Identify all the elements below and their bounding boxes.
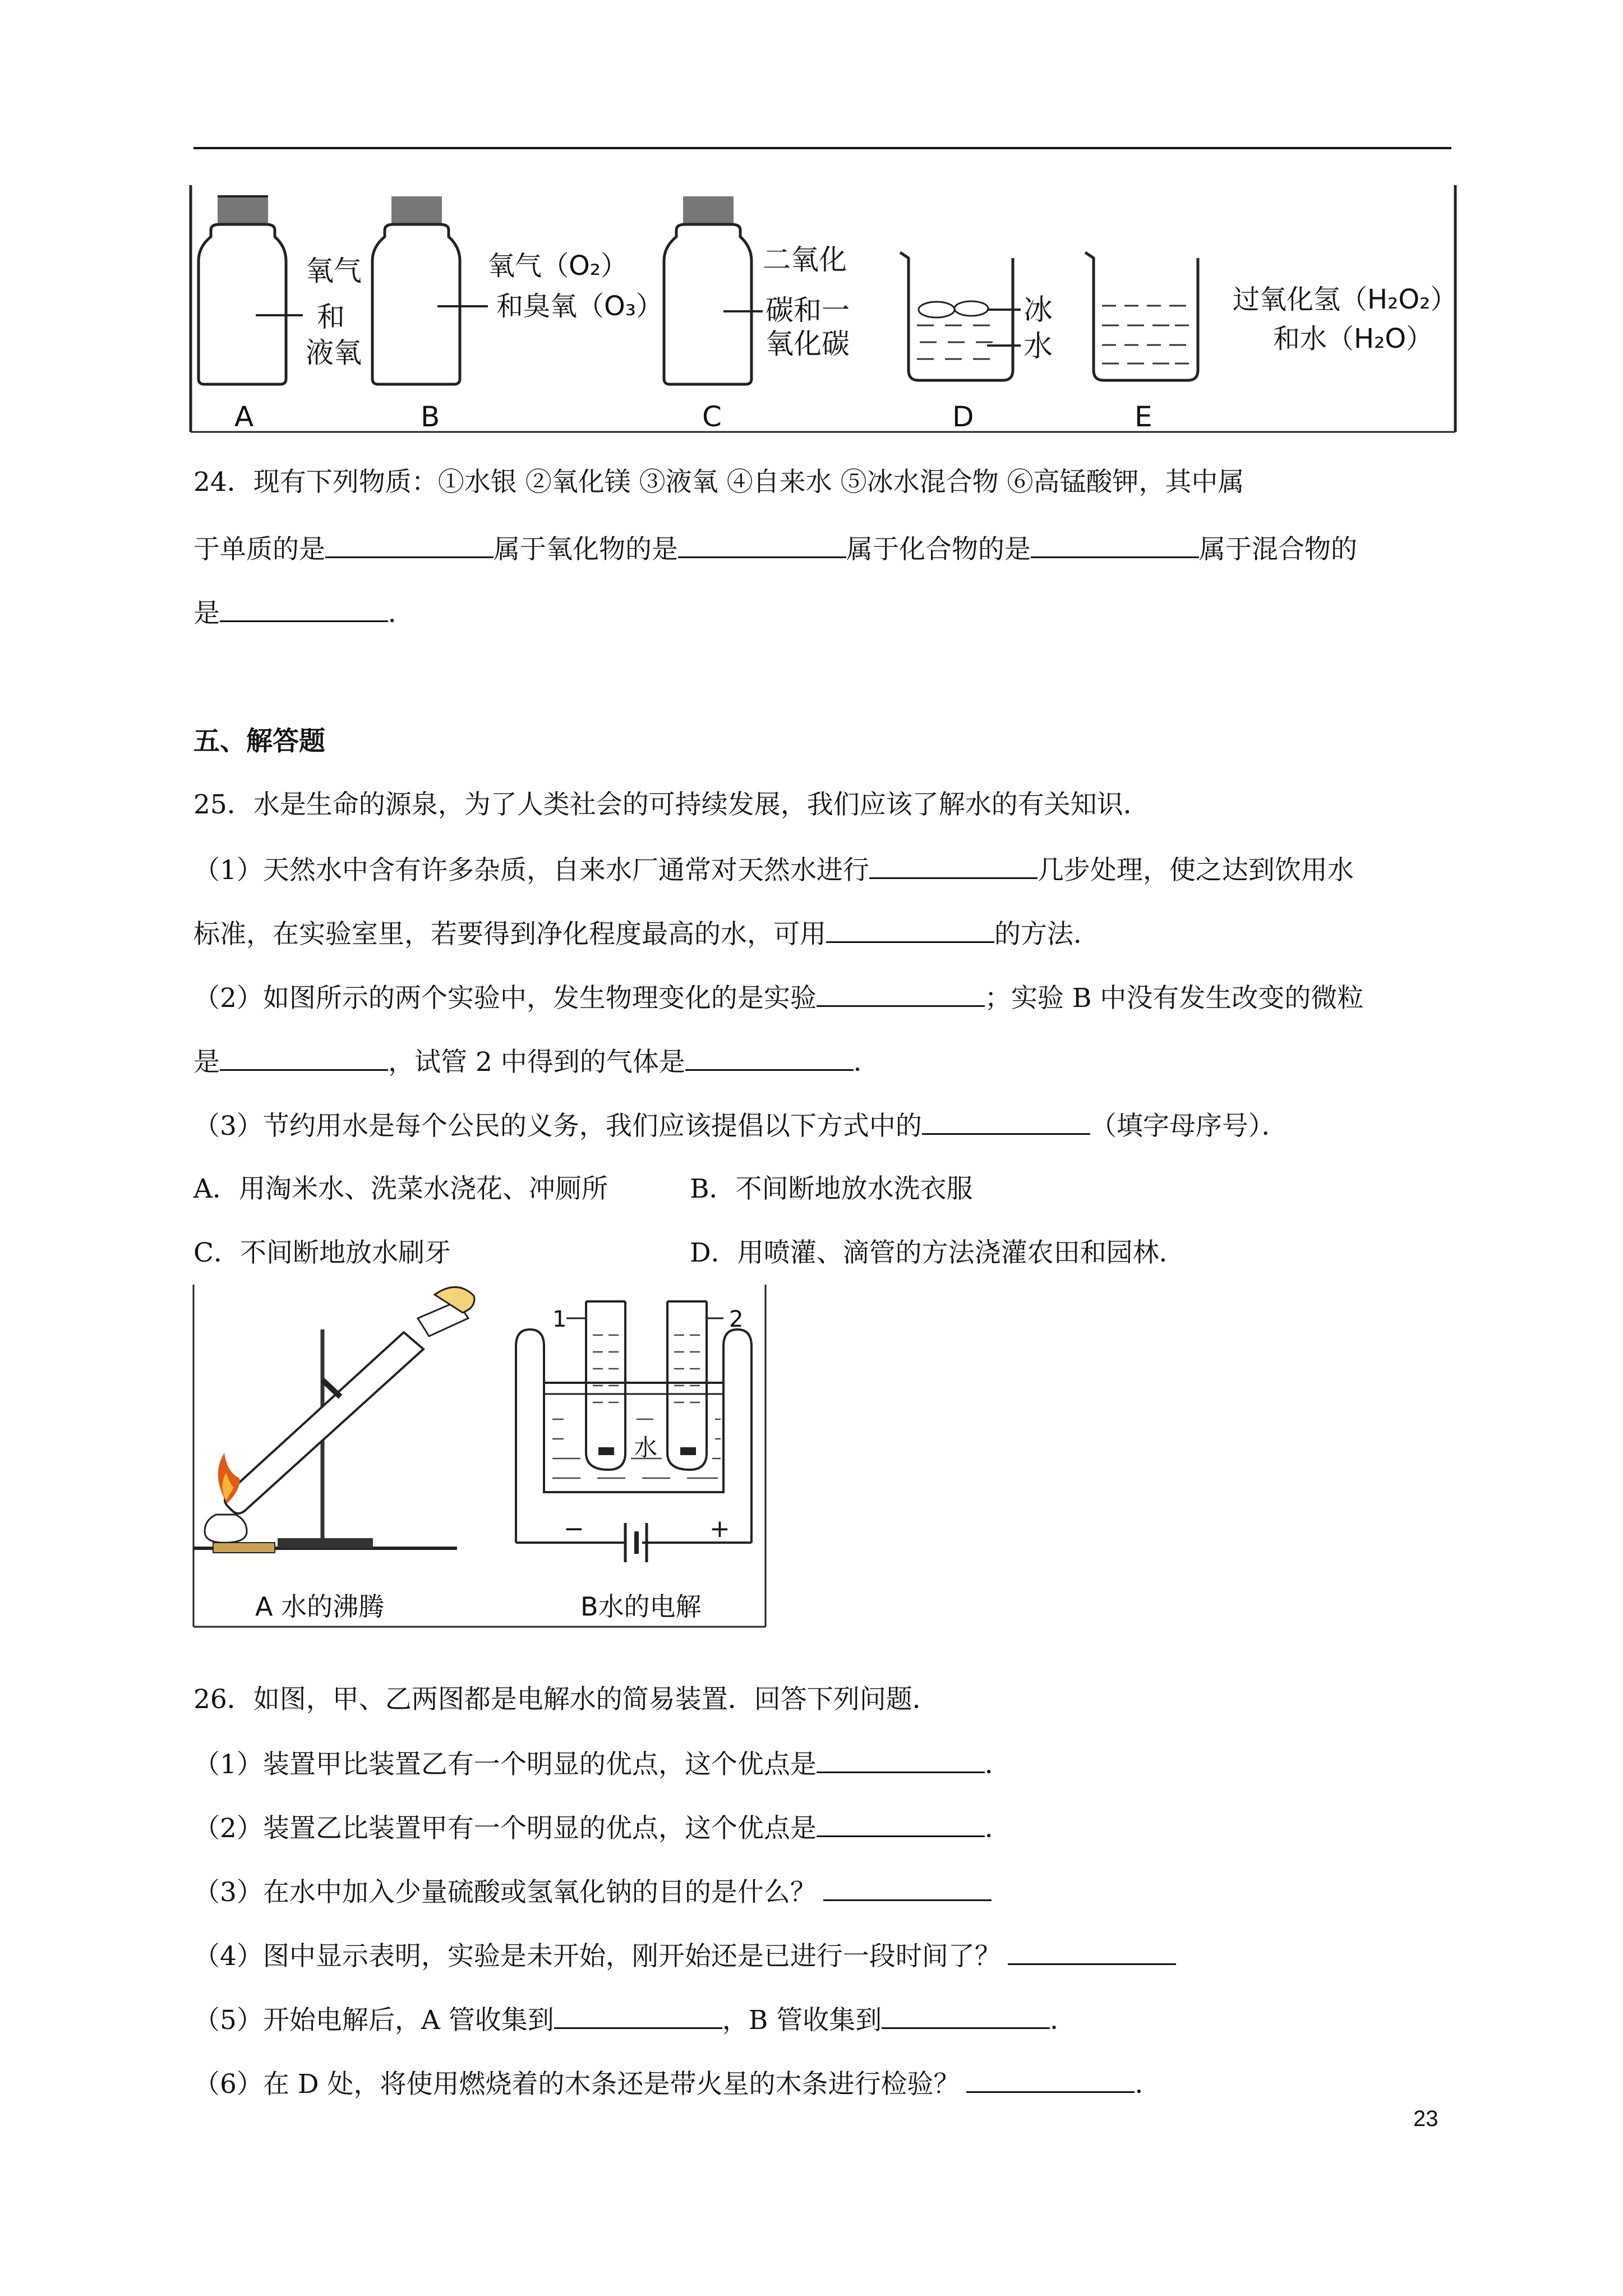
bottle-a-text-1: 氧气 [306,255,362,287]
bottle-a-text-2: 和 [317,301,345,333]
q25-p3-line [193,1108,1288,1143]
q25-p1-line-2 [193,917,1100,951]
q25-p2-text-b: ；实验 B 中没有发生改变的微粒 [984,983,1364,1014]
q26-s5-end: ． [1050,2005,1077,2036]
q25-option-d: D．用喷灌、滴管的方法浇灌农田和园林． [690,1237,1186,1268]
bottle-a-text-3: 液氧 [306,337,362,369]
q26-s1 [193,1747,1011,1782]
q24-blank-oxide[interactable] [678,532,846,558]
q25-p3-text-b: （填字母序号）． [1090,1111,1288,1142]
q26-blank-4[interactable] [1008,1939,1176,1965]
q24-text-a: 于单质的是 [193,534,325,565]
bottle-a-icon [199,196,303,384]
q24-text-f: ． [388,598,414,629]
q25-blank-particle[interactable] [220,1045,388,1071]
q25-blank-treatment[interactable] [869,853,1038,879]
q26-s5 [193,2003,1076,2037]
q24-text-c: 属于化合物的是 [846,534,1031,565]
q24-line-1: 24．现有下列物质：①水银 ②氧化镁 ③液氧 ④自来水 ⑤冰水混合物 ⑥高锰酸钾，其中属 [193,467,1244,498]
plus-label: + [709,1515,730,1543]
water-label: 水 [634,1434,658,1461]
experiments-figure [193,1285,771,1632]
q25-p3-text-a: （3）节约用水是每个公民的义务，我们应该提倡以下方式中的 [193,1111,922,1142]
q25-p1-text-b: 几步处理，使之达到饮用水 [1037,855,1354,886]
q25-p2-line-1 [193,981,1363,1015]
header-rule [193,147,1451,149]
q24-blank-mixture[interactable] [220,596,388,622]
caption-b: B水的电解 [580,1591,702,1622]
section-title: 五、解答题 [193,726,325,757]
beaker-e-text-2: 和水（H₂O） [1273,323,1433,355]
q25-p2-text-a: （2）如图所示的两个实验中，发生物理变化的是实验 [193,983,817,1014]
q25-p1-line-1 [193,853,1354,887]
page-number: 23 [1413,2106,1438,2131]
figure-label-a: A [234,401,254,433]
bottle-b-icon [372,196,488,384]
beaker-d-text-ice: 冰 [1023,293,1053,327]
tube-1-label: 1 [552,1306,567,1332]
q25-intro: 25．水是生命的源泉，为了人类社会的可持续发展，我们应该了解水的有关知识． [193,789,1150,820]
q25-p1-text-d: 的方法． [994,919,1100,950]
q24-line-2 [193,532,1357,567]
q26-blank-5b[interactable] [882,2003,1050,2029]
bottle-c-text-1: 二氧化 [763,243,847,276]
figure-label-e: E [1135,401,1152,433]
q25-p2-line-2 [193,1045,880,1079]
q25-blank-gas[interactable] [685,1045,854,1071]
q25-blank-method[interactable] [826,917,994,943]
q24-text-b: 属于氧化物的是 [494,534,678,565]
beaker-d-text-water: 水 [1023,330,1053,364]
q25-option-b: B．不间断地放水洗衣服 [690,1174,973,1204]
q26-s1-end: ． [984,1749,1011,1780]
bottle-c-text-2: 碳和一 [766,294,850,326]
q24-text-d: 属于混合物的 [1199,534,1357,565]
q25-option-c: C．不间断地放水刷牙 [193,1237,451,1268]
q25-blank-choice[interactable] [922,1108,1090,1135]
tube-2-label: 2 [729,1306,744,1332]
q24-blank-compound[interactable] [1031,532,1199,558]
q26-s2-end: ． [984,1813,1011,1844]
q25-p2-text-e: ． [853,1047,880,1078]
q26-blank-1[interactable] [817,1747,985,1773]
q24-blank-element[interactable] [325,532,494,558]
q25-p2-text-d: ，试管 2 中得到的气体是 [388,1047,685,1078]
q26-s1-text: （1）装置甲比装置乙有一个明显的优点，这个优点是 [193,1749,817,1780]
q25-option-a: A．用淘米水、洗菜水浇花、冲厕所 [193,1174,608,1204]
caption-a: A 水的沸腾 [255,1591,385,1622]
beaker-e-icon [1085,252,1198,380]
beaker-e-text-1: 过氧化氢（H₂O₂） [1233,284,1458,315]
bottles-figure [191,185,1458,443]
q26-s6-text: （6）在 D 处，将使用燃烧着的木条还是带火星的木条进行检验？ [193,2069,960,2100]
q26-s4 [193,1939,1176,1973]
figure-label-d: D [952,401,974,433]
q24-line-3 [193,596,414,631]
q25-blank-experiment[interactable] [817,981,985,1007]
q26-blank-6[interactable] [966,2067,1135,2093]
q25-p2-text-c: 是 [193,1047,220,1078]
q25-p1-text-a: （1）天然水中含有许多杂质，自来水厂通常对天然水进行 [193,855,869,886]
bottle-c-icon [664,196,763,384]
q26-blank-3[interactable] [823,1875,992,1901]
q26-s5-text-a: （5）开始电解后，A 管收集到 [193,2005,554,2036]
bottle-c-text-3: 氧化碳 [766,328,850,360]
q26-s4-text: （4）图中显示表明，实验是未开始，刚开始还是已进行一段时间了？ [193,1941,1001,1972]
minus-label: − [564,1515,584,1543]
q26-s6-end: ． [1135,2069,1161,2100]
beaker-d-icon [900,252,1021,380]
q26-s5-text-b: ，B 管收集到 [722,2005,882,2036]
q26-s2-text: （2）装置乙比装置甲有一个明显的优点，这个优点是 [193,1813,817,1844]
q26-s6 [193,2067,1161,2101]
q24-text-e: 是 [193,598,220,629]
figure-label-c: C [702,401,722,433]
q26-s2 [193,1811,1011,1846]
q26-intro: 26．如图，甲、乙两图都是电解水的简易装置．回答下列问题． [193,1684,939,1715]
q26-blank-5a[interactable] [554,2003,722,2029]
q26-blank-2[interactable] [817,1811,985,1837]
q25-p1-text-c: 标准，在实验室里，若要得到净化程度最高的水，可用 [193,919,826,950]
bottle-b-text-2: 和臭氧（O₃） [496,291,663,322]
figure-label-b: B [421,401,440,433]
q26-s3-text: （3）在水中加入少量硫酸或氢氧化钠的目的是什么？ [193,1877,817,1908]
q26-s3 [193,1875,992,1910]
bottle-b-text-1: 氧气（O₂） [488,250,628,282]
boiling-apparatus-icon [193,1287,474,1553]
